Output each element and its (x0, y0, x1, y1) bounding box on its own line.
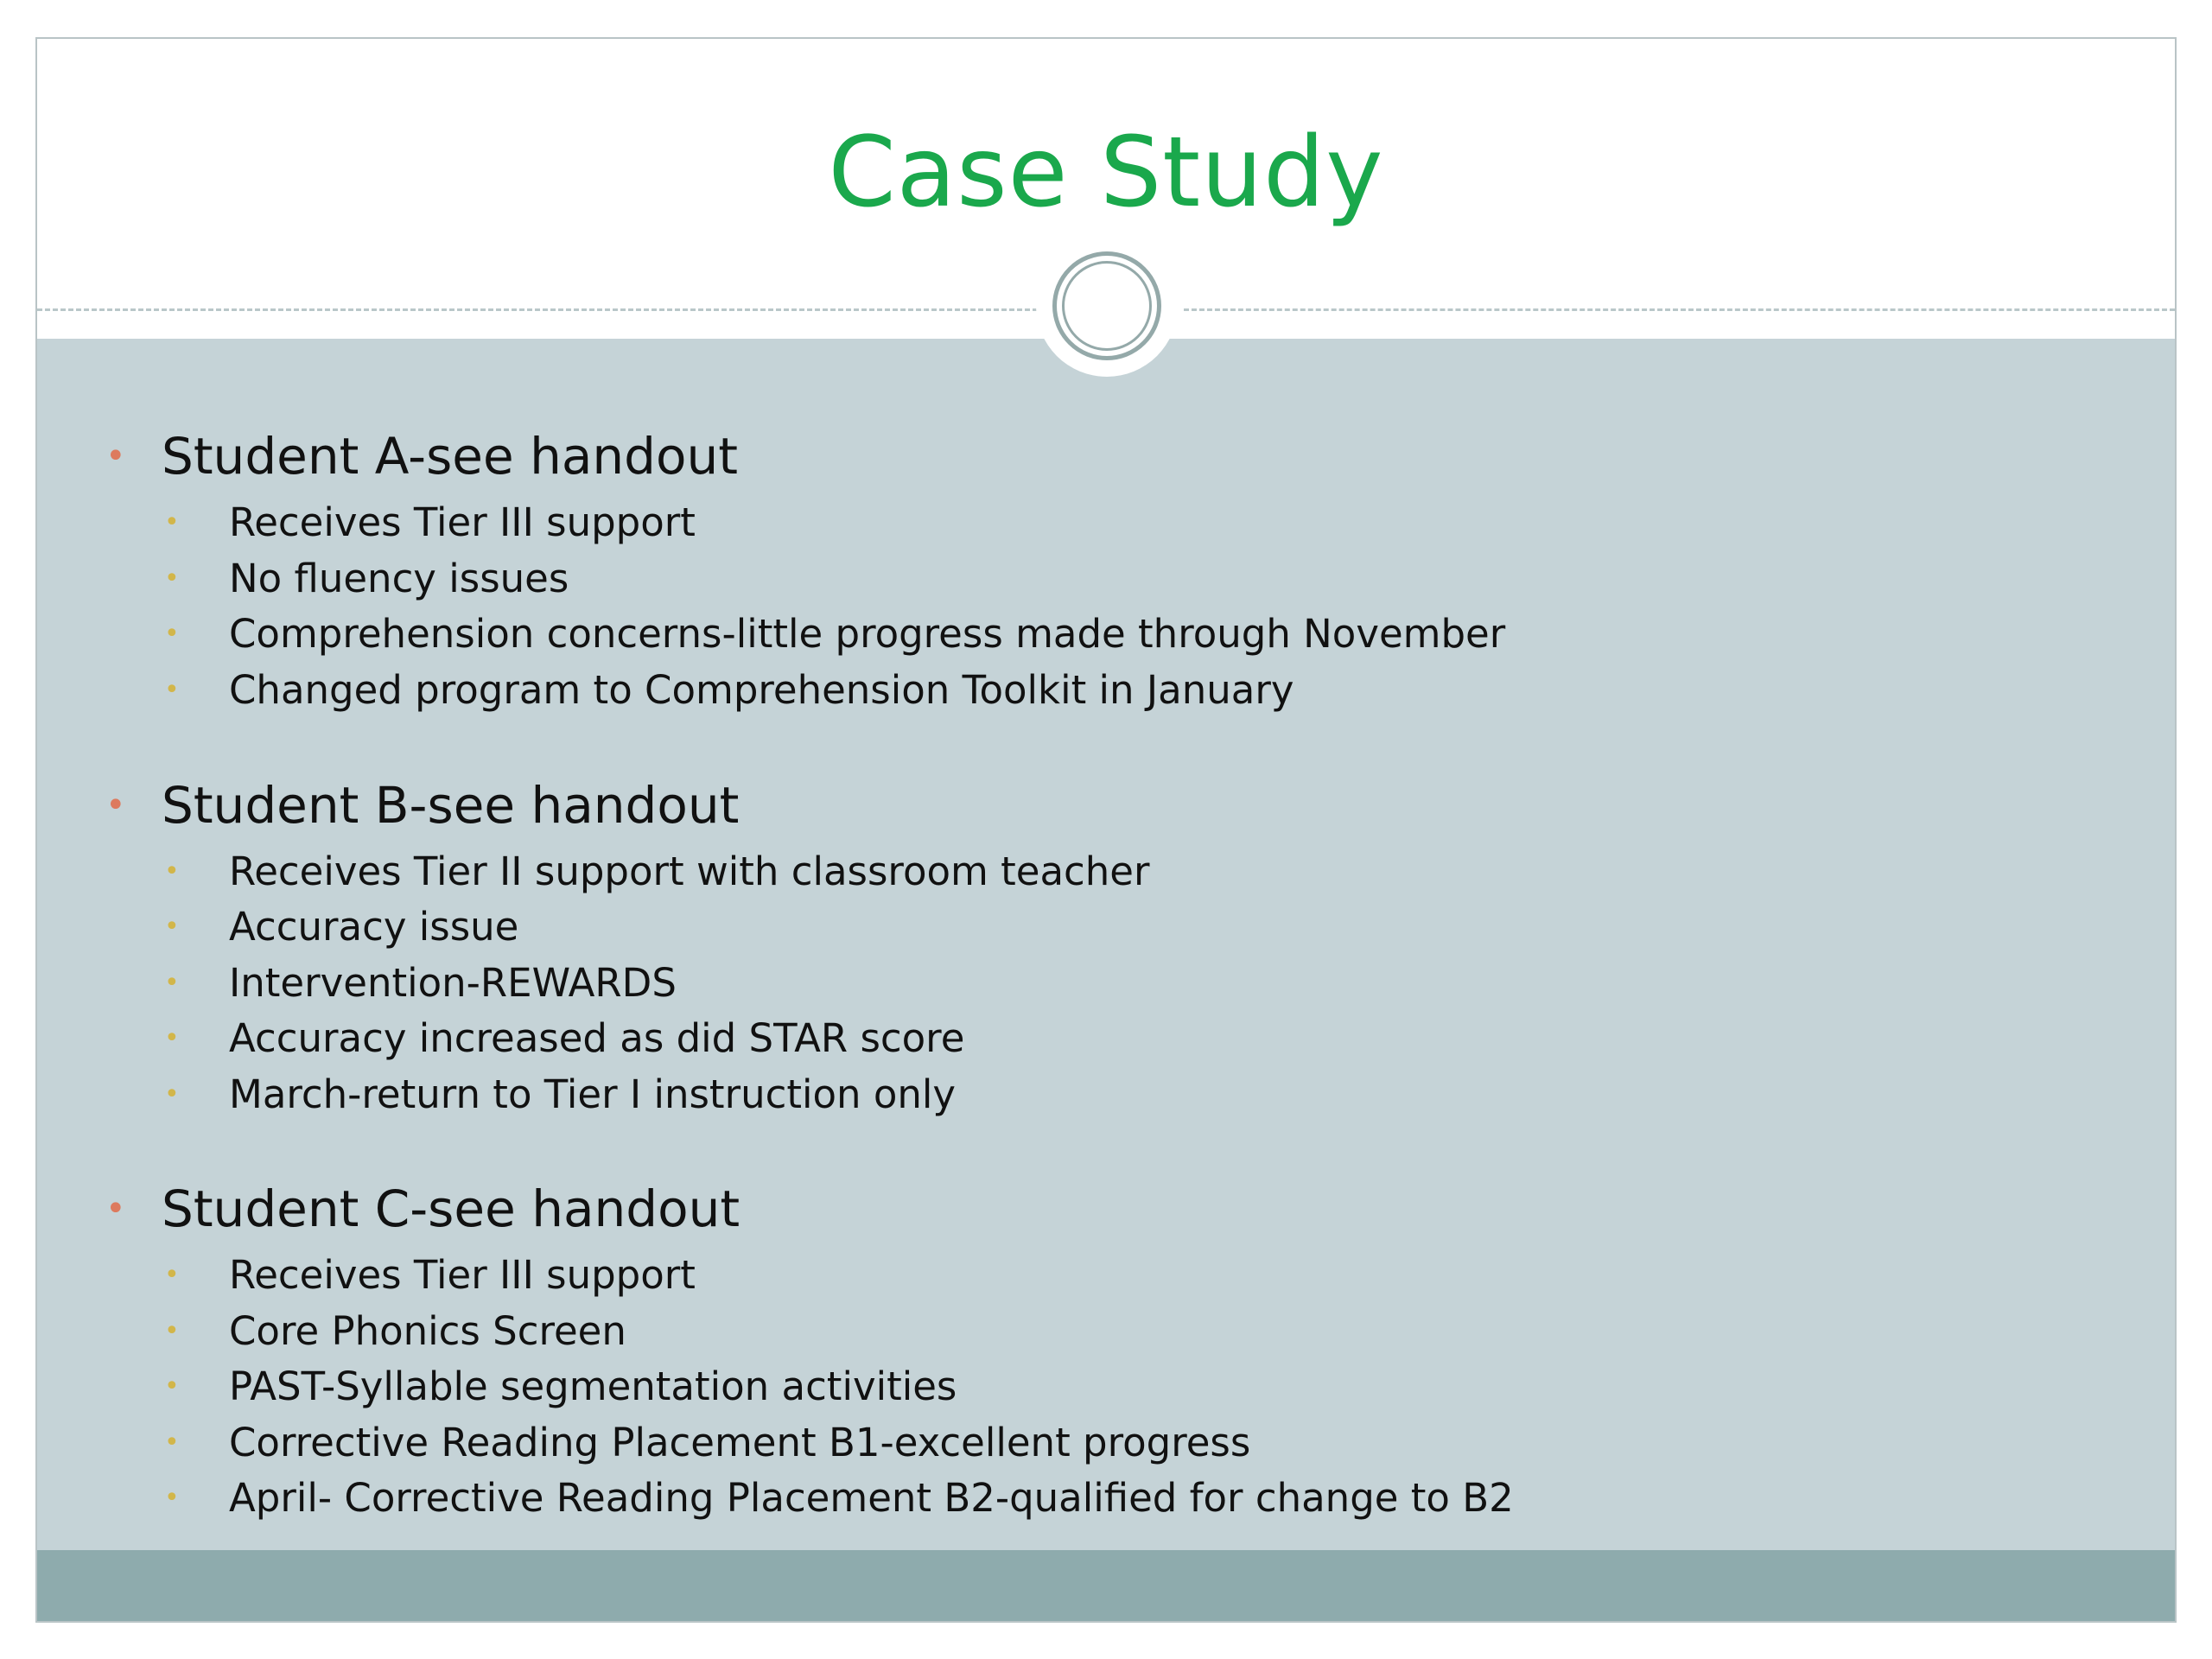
bullet-icon: • (164, 675, 180, 705)
bullet-icon: • (164, 507, 180, 537)
section-heading: • Student A-see handout (105, 427, 738, 486)
bullet-icon: • (105, 436, 126, 476)
bullet-icon: • (164, 1079, 180, 1109)
bullet-icon: • (105, 785, 126, 825)
list-item: • Accuracy issue (164, 904, 519, 950)
bullet-icon: • (164, 912, 180, 942)
slide (35, 37, 2177, 1623)
list-item: • Changed program to Comprehension Toolkit in January (164, 667, 1294, 713)
bullet-icon: • (105, 1189, 126, 1229)
list-item: • PAST-Syllable segmentation activities (164, 1363, 957, 1409)
list-item: • Receives Tier II support with classroom teacher (164, 849, 1150, 894)
list-item: • Corrective Reading Placement B1-excellent progress (164, 1420, 1251, 1465)
list-item: • March-return to Tier I instruction only (164, 1071, 957, 1117)
list-item: • April- Corrective Reading Placement B2-qualified for change to B2 (164, 1475, 1514, 1521)
slide-content (37, 39, 2175, 1621)
bullet-icon: • (164, 1371, 180, 1402)
list-item: • Receives Tier III support (164, 499, 696, 545)
bullet-icon: • (164, 1483, 180, 1513)
bullet-icon: • (164, 1427, 180, 1458)
list-item: • No fluency issues (164, 556, 569, 601)
bullet-icon: • (164, 1260, 180, 1290)
bullet-icon: • (164, 619, 180, 649)
list-item: • Comprehension concerns-little progress made through November (164, 611, 1506, 657)
bullet-icon: • (164, 1316, 180, 1346)
bullet-icon: • (164, 856, 180, 887)
list-item: • Accuracy increased as did STAR score (164, 1015, 965, 1061)
bullet-icon: • (164, 1023, 180, 1053)
bullet-icon: • (164, 563, 180, 594)
section-heading: • Student B-see handout (105, 776, 740, 835)
list-item: • Core Phonics Screen (164, 1308, 626, 1354)
section-heading: • Student C-see handout (105, 1179, 741, 1238)
list-item: • Intervention-REWARDS (164, 960, 677, 1006)
bullet-icon: • (164, 968, 180, 998)
list-item: • Receives Tier III support (164, 1252, 696, 1298)
slide-title: Case Study (828, 117, 1384, 229)
